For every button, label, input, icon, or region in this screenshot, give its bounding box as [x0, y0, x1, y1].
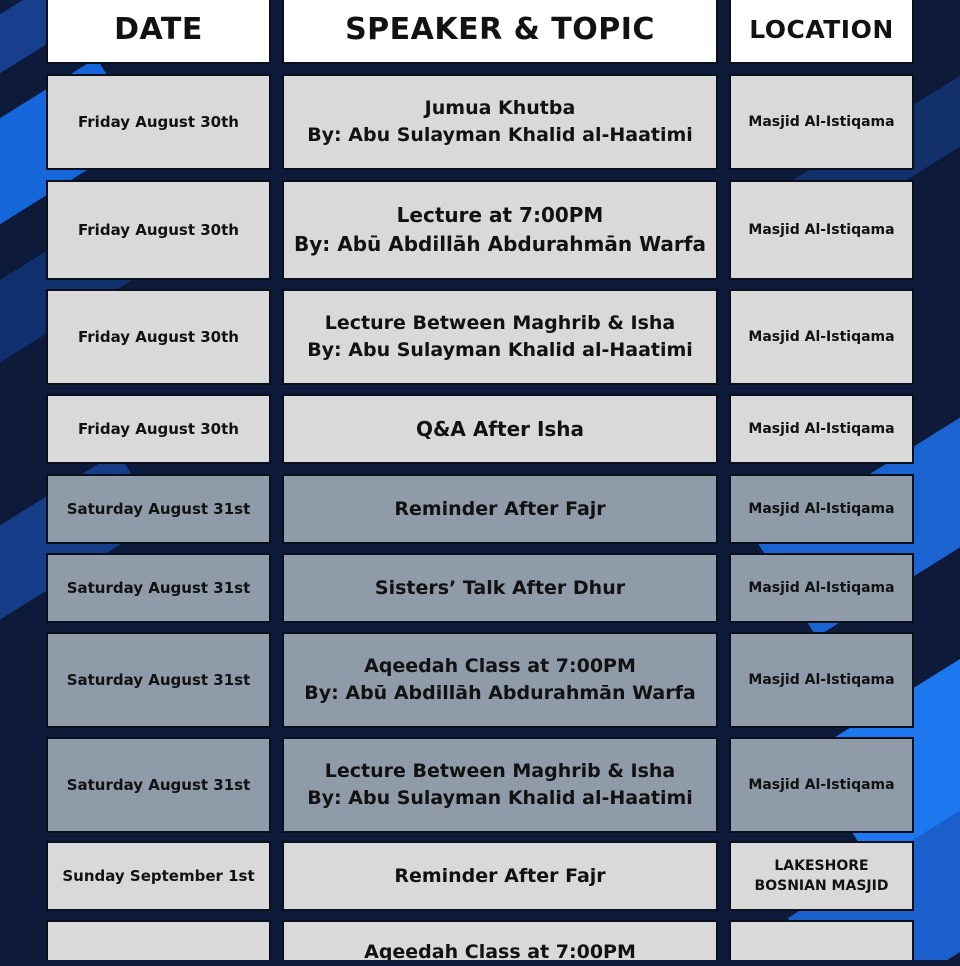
location-name: LAKESHORE [774, 858, 869, 874]
topic-title: Lecture at 7:00PM [396, 203, 604, 227]
row-location [729, 474, 914, 544]
row-location [729, 553, 914, 623]
row-date: Friday August 30th [46, 74, 271, 170]
location-name: Masjid Al-Istiqama [748, 222, 895, 238]
row-topic [282, 289, 718, 385]
row-location [729, 394, 914, 464]
row-topic [282, 737, 718, 833]
location-name: Masjid Al-Istiqama [748, 329, 895, 345]
row-location [729, 632, 914, 728]
topic-title: Sisters’ Talk After Dhur [374, 576, 626, 599]
row-location [729, 289, 914, 385]
location-name: Masjid Al-Istiqama [748, 777, 895, 793]
location-name-line2: BOSNIAN MASJID [754, 878, 889, 894]
topic-speaker: By: Abu Sulayman Khalid al-Haatimi [307, 124, 693, 146]
topic-speaker: By: Abū Abdillāh Abdurahmān Warfa [304, 682, 696, 704]
row-location [729, 920, 914, 960]
location-name: Masjid Al-Istiqama [748, 114, 895, 130]
topic-speaker: By: Abu Sulayman Khalid al-Haatimi [307, 339, 693, 361]
row-topic [282, 553, 718, 623]
topic-title: Q&A After Isha [415, 416, 585, 441]
topic-title: Reminder After Fajr [394, 864, 606, 887]
row-topic [282, 841, 718, 911]
row-date: Friday August 30th [46, 394, 271, 464]
row-topic [282, 74, 718, 170]
header-speaker-topic: SPEAKER & TOPIC [282, 0, 718, 64]
location-name: Masjid Al-Istiqama [748, 672, 895, 688]
row-location [729, 841, 914, 911]
topic-title: Aqeedah Class at 7:00PM [364, 655, 636, 677]
topic-title: Reminder After Fajr [394, 497, 606, 520]
row-date: Sunday September 1st [46, 841, 271, 911]
location-name: Masjid Al-Istiqama [748, 421, 895, 437]
row-date: Friday August 30th [46, 289, 271, 385]
row-date: Saturday August 31st [46, 632, 271, 728]
row-location [729, 737, 914, 833]
location-name: Masjid Al-Istiqama [748, 501, 895, 517]
row-topic [282, 180, 718, 280]
row-date: Saturday August 31st [46, 474, 271, 544]
header-location: LOCATION [729, 0, 914, 64]
row-topic [282, 920, 718, 963]
topic-title: Lecture Between Maghrib & Isha [324, 760, 676, 782]
header-date: DATE [46, 0, 271, 64]
row-date: Saturday August 31st [46, 737, 271, 833]
topic-title: Jumua Khutba [424, 97, 576, 119]
row-location [729, 180, 914, 280]
topic-title: Lecture Between Maghrib & Isha [324, 312, 676, 334]
row-location [729, 74, 914, 170]
row-topic [282, 394, 718, 464]
location-name: Masjid Al-Istiqama [748, 580, 895, 596]
topic-title: Aqeedah Class at 7:00PM [364, 941, 636, 963]
row-date [46, 920, 271, 960]
row-topic [282, 474, 718, 544]
row-date: Saturday August 31st [46, 553, 271, 623]
topic-speaker: By: Abu Sulayman Khalid al-Haatimi [307, 787, 693, 809]
row-date: Friday August 30th [46, 180, 271, 280]
topic-speaker: By: Abū Abdillāh Abdurahmān Warfa [293, 232, 706, 256]
row-topic [282, 632, 718, 728]
